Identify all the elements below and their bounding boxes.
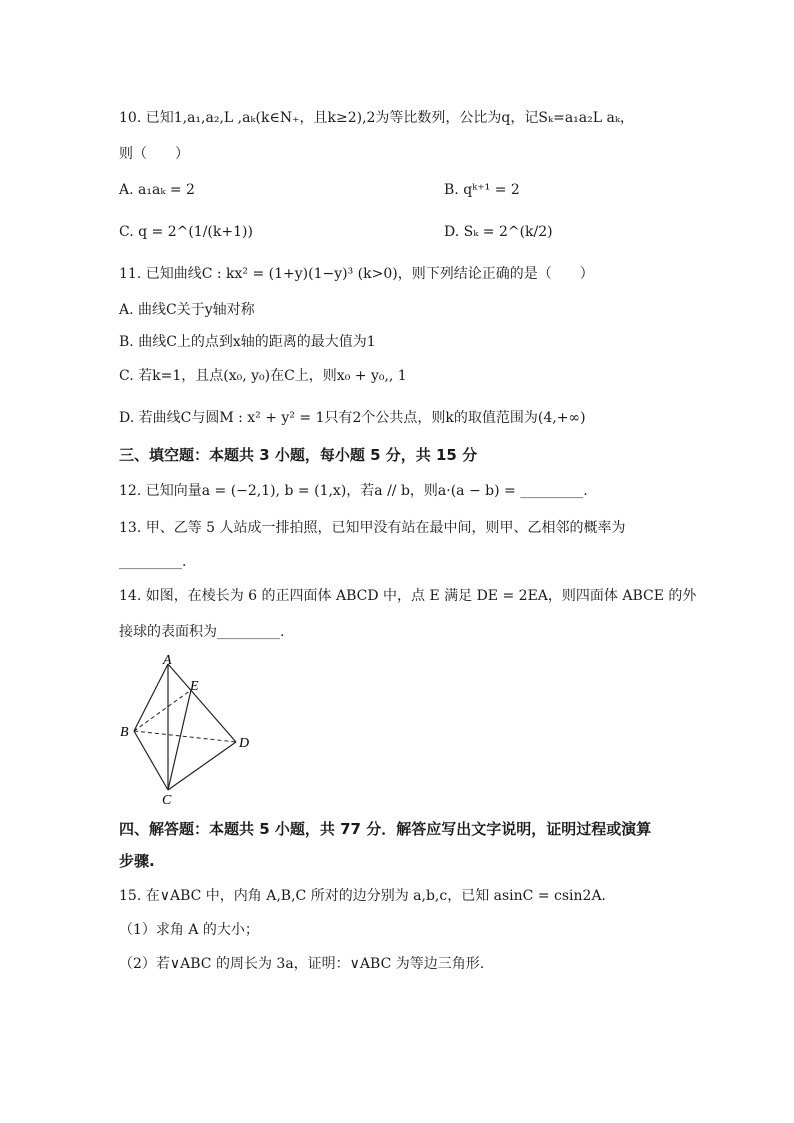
q11-option-d: D. 若曲线C与圆M : x² + y² = 1只有2个公共点，则k的取值范围为(4,+∞) bbox=[119, 410, 586, 426]
q10-option-a: A. a₁aₖ = 2 bbox=[119, 182, 195, 198]
label-b: B bbox=[120, 725, 129, 740]
label-e: E bbox=[190, 679, 199, 694]
q11-option-c: C. 若k=1，且点(x₀, y₀)在C上，则x₀ + y₀,, 1 bbox=[119, 368, 407, 384]
edge-ad bbox=[168, 664, 236, 742]
tetrahedron-svg bbox=[112, 652, 262, 807]
edge-ab bbox=[134, 664, 168, 731]
q11-stem: 11. 已知曲线C : kx² = (1+y)(1−y)³ (k>0)，则下列结论正确的是（ ） bbox=[119, 266, 594, 282]
q15-stem: 15. 在∨ABC 中，内角 A,B,C 所对的边分别为 a,b,c，已知 asinC = csin2A． bbox=[119, 888, 616, 904]
label-c: C bbox=[162, 793, 172, 807]
q10-option-b: B. qᵏ⁺¹ = 2 bbox=[444, 182, 520, 198]
q15-part1: （1）求角 A 的大小； bbox=[119, 922, 259, 938]
q11-option-a: A. 曲线C关于y轴对称 bbox=[119, 302, 255, 318]
q13-stem-line1: 13. 甲、乙等 5 人站成一排拍照，已知甲没有站在最中间，则甲、乙相邻的概率为 bbox=[119, 520, 626, 536]
label-a: A bbox=[163, 653, 172, 668]
q10-option-d: D. Sₖ = 2^(k/2) bbox=[444, 224, 553, 240]
edge-bd-hidden bbox=[134, 731, 236, 742]
edge-bc bbox=[134, 731, 168, 790]
q11-option-b: B. 曲线C上的点到x轴的距离的最大值为1 bbox=[119, 334, 376, 350]
label-d: D bbox=[239, 736, 250, 751]
edge-dc bbox=[168, 742, 236, 790]
edge-ec bbox=[168, 690, 191, 790]
q10-stem-line1: 10. 已知1,a₁,a₂,L ,aₖ(k∈N₊，且k≥2),2为等比数列，公比为q，记Sₖ=a₁a₂L aₖ， bbox=[119, 110, 634, 126]
q15-part2: （2）若∨ABC 的周长为 3a，证明：∨ABC 为等边三角形. bbox=[119, 956, 485, 972]
tetrahedron-figure bbox=[112, 652, 262, 807]
q14-stem-line2: 接球的表面积为_________. bbox=[119, 624, 285, 640]
q10-stem-line2: 则（ ） bbox=[119, 146, 189, 162]
section-4-heading-line2: 步骤. bbox=[119, 852, 155, 870]
q14-stem-line1: 14. 如图，在棱长为 6 的正四面体 ABCD 中，点 E 满足 DE = 2EA，则四面体 ABCE 的外 bbox=[119, 588, 697, 604]
section-4-heading-line1: 四、解答题：本题共 5 小题，共 77 分．解答应写出文字说明，证明过程或演算 bbox=[119, 820, 652, 838]
q12-stem: 12. 已知向量a = (−2,1), b = (1,x)，若a // b，则a·(a − b) = _________. bbox=[119, 483, 588, 499]
q10-option-c: C. q = 2^(1/(k+1)) bbox=[119, 224, 253, 240]
section-3-heading: 三、填空题：本题共 3 小题，每小题 5 分，共 15 分 bbox=[119, 446, 478, 464]
q13-stem-line2: _________. bbox=[119, 554, 187, 570]
